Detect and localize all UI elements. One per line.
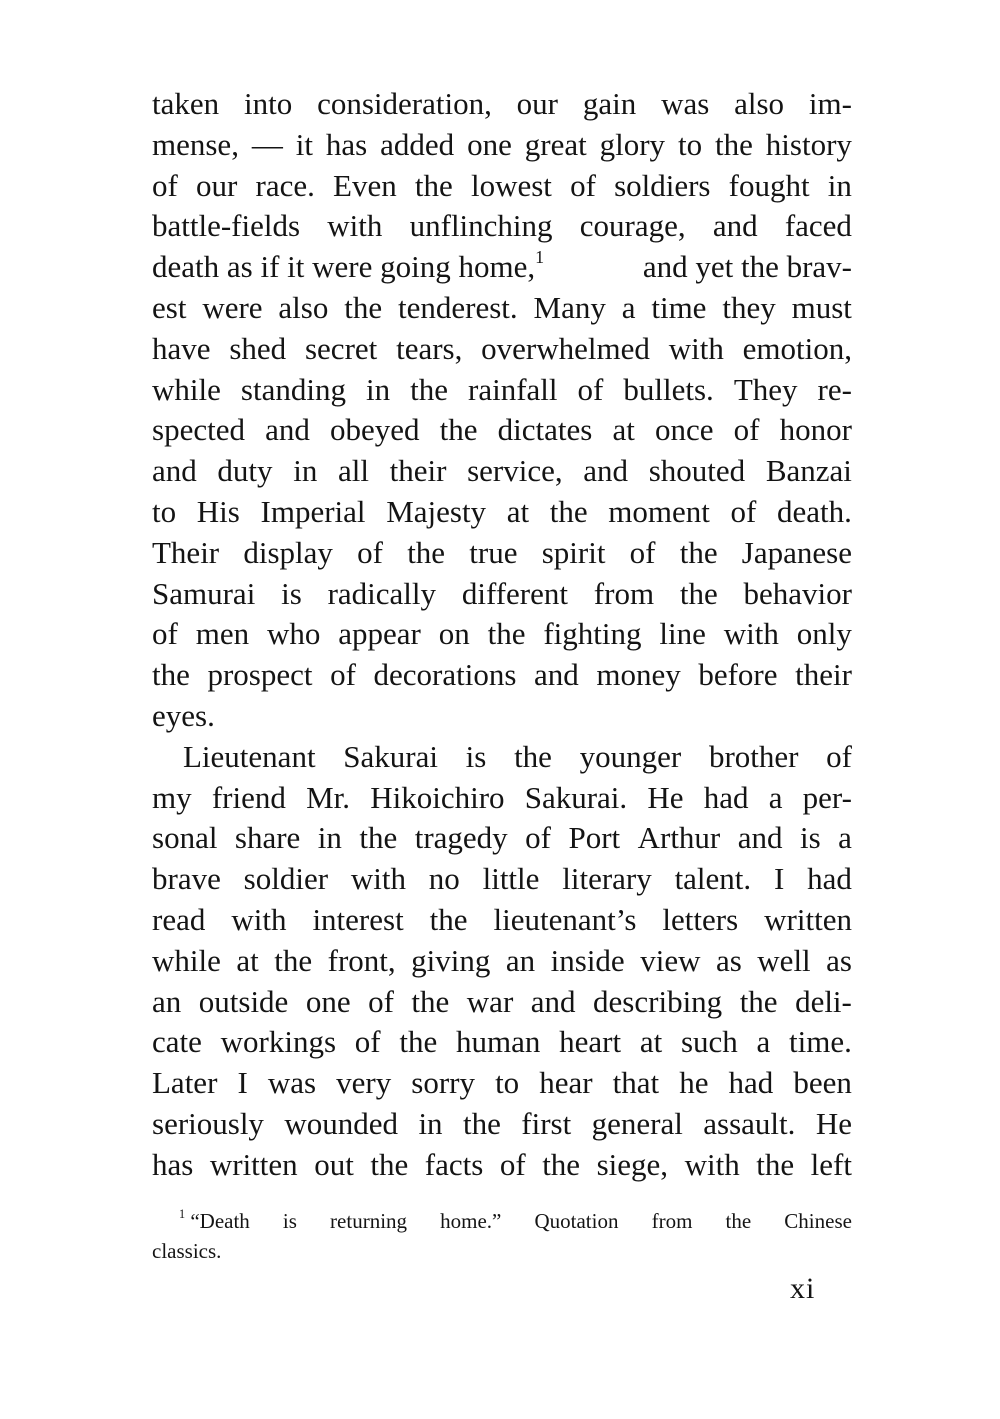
- word: behavior: [743, 575, 852, 611]
- word: must: [791, 289, 852, 325]
- word: of: [733, 412, 760, 448]
- word: while: [152, 371, 221, 407]
- word: who: [266, 616, 321, 652]
- word: to: [152, 493, 177, 529]
- word: assault.: [703, 1105, 796, 1141]
- word: Quotation: [534, 1209, 619, 1233]
- text-line: [152, 941, 852, 982]
- word: emotion,: [742, 330, 852, 366]
- word: the: [715, 126, 753, 162]
- word: been: [793, 1065, 852, 1101]
- word: of: [826, 738, 852, 774]
- word: death.: [777, 493, 852, 529]
- word: talent.: [674, 861, 752, 897]
- word: is: [282, 1209, 297, 1233]
- word: soldier: [243, 861, 329, 897]
- word: the: [429, 901, 468, 937]
- word: he: [679, 1065, 709, 1101]
- word: a: [756, 1024, 771, 1060]
- word: mense,: [152, 126, 239, 162]
- text-line: [152, 370, 852, 411]
- word: only: [796, 616, 852, 652]
- word: in: [827, 167, 852, 203]
- word: giving: [411, 942, 491, 978]
- word: Samurai: [152, 575, 256, 611]
- text-line: [152, 492, 852, 533]
- word: the: [399, 1024, 438, 1060]
- word: into: [243, 86, 293, 121]
- word: an: [152, 983, 182, 1019]
- word: courage,: [579, 208, 686, 244]
- word: taken: [152, 86, 220, 121]
- word: describing: [593, 983, 723, 1019]
- text-line: [152, 1104, 852, 1145]
- word: before: [698, 657, 778, 693]
- word: at: [612, 412, 635, 448]
- word: He: [647, 779, 684, 815]
- word: their: [389, 453, 447, 489]
- word: brother: [708, 738, 799, 774]
- footnote-reference: 1: [535, 247, 545, 268]
- word: while: [152, 942, 221, 978]
- word: and: [152, 453, 197, 489]
- word: very: [336, 1065, 392, 1101]
- word: at: [236, 942, 259, 978]
- word: the: [274, 942, 313, 978]
- word: and: [534, 657, 579, 693]
- word: different: [461, 575, 568, 611]
- word: glory: [599, 126, 666, 162]
- text-line: [152, 533, 852, 574]
- word: secret: [304, 330, 378, 366]
- word: Sakurai.: [524, 779, 628, 815]
- word: our: [516, 86, 558, 121]
- word: Port: [568, 820, 621, 856]
- word: in: [317, 820, 342, 856]
- word: letters: [662, 901, 739, 937]
- text-line: [152, 696, 852, 737]
- word: were: [202, 289, 263, 325]
- word: His: [196, 493, 240, 529]
- word: est: [152, 289, 187, 325]
- word: sorry: [411, 1065, 475, 1101]
- word: to: [495, 1065, 520, 1101]
- footnote-first-word: “Death: [190, 1209, 250, 1233]
- word: Arthur: [637, 820, 721, 856]
- word: from: [593, 575, 655, 611]
- word: also: [278, 289, 329, 325]
- word: had: [807, 861, 852, 897]
- text-line: [152, 451, 852, 492]
- word: spected: [152, 412, 245, 448]
- word: Mr.: [306, 779, 350, 815]
- text-line: [152, 410, 852, 451]
- word: seriously: [152, 1105, 264, 1141]
- word: —: [251, 126, 283, 162]
- word: interest: [312, 901, 404, 937]
- line-text: death as if it were going home,: [152, 249, 536, 285]
- word: re-: [817, 371, 852, 407]
- word: with: [668, 330, 724, 366]
- footnote-marker: 1: [179, 1207, 186, 1222]
- word: money: [596, 657, 681, 693]
- word: the: [359, 820, 398, 856]
- word: our: [196, 167, 238, 203]
- word: facts: [424, 1146, 484, 1182]
- word: returning: [330, 1209, 408, 1233]
- word: share: [234, 820, 301, 856]
- word: time.: [789, 1024, 852, 1060]
- word: first: [521, 1105, 572, 1141]
- word: Chinese: [784, 1209, 852, 1233]
- word: written: [764, 901, 852, 937]
- word: obeyed: [329, 412, 420, 448]
- word: out: [314, 1146, 354, 1182]
- footnote-line: [152, 1206, 852, 1236]
- word: wounded: [284, 1105, 399, 1141]
- word: have: [152, 330, 211, 366]
- word: the: [487, 616, 526, 652]
- word: radically: [327, 575, 437, 611]
- word: He: [815, 1105, 852, 1141]
- word: one: [305, 983, 351, 1019]
- word: the: [739, 983, 778, 1019]
- word: and: [712, 208, 758, 244]
- word: overwhelmed: [481, 330, 650, 366]
- word: general: [591, 1105, 683, 1141]
- word: Sakurai: [343, 738, 438, 774]
- word: of: [629, 534, 656, 570]
- word: Japanese: [741, 534, 852, 570]
- word: of: [330, 657, 356, 693]
- word: and: [265, 412, 310, 448]
- word: inside: [550, 942, 625, 978]
- word: history: [765, 126, 852, 162]
- text-line: [152, 206, 852, 247]
- word: home.”: [440, 1209, 502, 1233]
- word: has: [152, 1146, 194, 1182]
- word: race.: [255, 167, 315, 203]
- word: dictates: [497, 412, 593, 448]
- word: Their: [152, 534, 220, 570]
- word: lowest: [470, 167, 552, 203]
- word: in: [365, 371, 391, 407]
- word: at: [506, 493, 530, 529]
- word: their: [795, 657, 852, 693]
- word: of: [570, 167, 596, 203]
- text-line: [152, 574, 852, 615]
- word: the: [756, 1146, 795, 1182]
- text-line: [152, 818, 852, 859]
- word: with: [231, 901, 287, 937]
- word: of: [357, 534, 383, 570]
- word: and: [737, 820, 783, 856]
- word: little: [482, 861, 540, 897]
- word: with: [723, 616, 779, 652]
- text-line: [152, 329, 852, 370]
- word: I: [237, 1065, 248, 1101]
- word: great: [524, 126, 587, 162]
- word: display: [243, 534, 333, 570]
- word: human: [455, 1024, 541, 1060]
- word: Majesty: [386, 493, 487, 529]
- word: has: [325, 126, 368, 162]
- word: bullets.: [623, 371, 714, 407]
- word: an: [505, 942, 536, 978]
- text-line: [152, 1145, 852, 1186]
- word: shouted: [648, 453, 746, 489]
- word: sonal: [152, 820, 218, 856]
- word: had: [728, 1065, 774, 1101]
- word: as: [826, 942, 852, 978]
- word: from: [651, 1209, 693, 1233]
- word: the: [542, 1146, 581, 1182]
- word: in: [293, 453, 318, 489]
- word: that: [612, 1065, 660, 1101]
- word: Banzai: [765, 453, 852, 489]
- word: literary: [562, 861, 652, 897]
- word: gain: [582, 86, 637, 121]
- word: the: [152, 657, 190, 693]
- word: a: [768, 779, 783, 815]
- word: battle-fields: [152, 208, 301, 244]
- text-line: [152, 655, 852, 696]
- word: the: [407, 534, 446, 570]
- word: the: [439, 412, 478, 448]
- word: of: [730, 493, 757, 529]
- word: classics.: [152, 1239, 222, 1263]
- word: Even: [333, 167, 397, 203]
- word: per-: [802, 779, 852, 815]
- word: on: [438, 616, 470, 652]
- word: of: [354, 1024, 381, 1060]
- word: with: [327, 208, 383, 244]
- word: the: [679, 575, 718, 611]
- word: it: [295, 126, 313, 162]
- text-line: [152, 859, 852, 900]
- footnote: [152, 1206, 852, 1266]
- word: to: [677, 126, 703, 162]
- text-line: [152, 982, 852, 1023]
- word: written: [209, 1146, 298, 1182]
- word: left: [810, 1146, 852, 1182]
- word: spirit: [541, 534, 606, 570]
- text-line: [152, 288, 852, 329]
- text-line-with-footnote-ref: [152, 247, 852, 288]
- word: hear: [539, 1065, 593, 1101]
- word: consideration,: [317, 86, 492, 121]
- word: at: [639, 1024, 663, 1060]
- word: of: [368, 983, 394, 1019]
- word: Lieutenant: [183, 738, 316, 774]
- word: they: [722, 289, 776, 325]
- word: and: [583, 453, 629, 489]
- word: duty: [217, 453, 273, 489]
- word: deli-: [795, 983, 852, 1019]
- word: heart: [559, 1024, 622, 1060]
- word: read: [152, 901, 206, 937]
- word: shed: [229, 330, 287, 366]
- word: added: [380, 126, 455, 162]
- word: prospect: [207, 657, 313, 693]
- word: friend: [211, 779, 286, 815]
- text-line: [152, 900, 852, 941]
- text-line: [152, 778, 852, 819]
- word: Imperial: [260, 493, 366, 529]
- word: eyes.: [152, 697, 215, 733]
- word: brave: [152, 861, 221, 897]
- word: standing: [240, 371, 346, 407]
- word: siege,: [596, 1146, 669, 1182]
- word: rainfall: [468, 371, 558, 407]
- word: line: [659, 616, 706, 652]
- word: fought: [728, 167, 810, 203]
- word: the: [725, 1209, 752, 1233]
- word: lieutenant’s: [493, 901, 637, 937]
- word: the: [414, 167, 453, 203]
- word: workings: [220, 1024, 337, 1060]
- text-line: [152, 737, 852, 778]
- word: once: [654, 412, 714, 448]
- word: the: [549, 493, 588, 529]
- word: and: [530, 983, 576, 1019]
- word: cate: [152, 1024, 202, 1060]
- word: of: [499, 1146, 526, 1182]
- text-line-continuation: and yet the brav-: [642, 249, 852, 285]
- word: of: [577, 371, 604, 407]
- text-line: [152, 614, 852, 655]
- word: outside: [198, 983, 289, 1019]
- word: younger: [579, 738, 682, 774]
- word: was: [267, 1065, 317, 1101]
- word: of: [525, 820, 551, 856]
- word: in: [418, 1105, 443, 1141]
- word: no: [428, 861, 460, 897]
- word: unflinching: [409, 208, 553, 244]
- word: the: [462, 1105, 501, 1141]
- page-number: xi: [790, 1272, 816, 1305]
- word: the: [410, 371, 448, 407]
- text-line: [152, 125, 852, 166]
- word: well: [757, 942, 811, 978]
- word: time: [651, 289, 707, 325]
- word: war: [466, 983, 514, 1019]
- word: Later: [152, 1065, 218, 1101]
- text-line: [152, 1063, 852, 1104]
- word: with: [350, 861, 406, 897]
- word: men: [195, 616, 250, 652]
- word: is: [281, 575, 302, 611]
- word: appear: [338, 616, 421, 652]
- word: one: [467, 126, 512, 162]
- word: of: [152, 167, 178, 203]
- word: with: [684, 1146, 740, 1182]
- word: Hikoichiro: [370, 779, 505, 815]
- word: decorations: [373, 657, 517, 693]
- word: Many: [533, 289, 606, 325]
- word: such: [680, 1024, 738, 1060]
- word: also: [734, 86, 785, 121]
- word: They: [733, 371, 798, 407]
- word: had: [703, 779, 749, 815]
- word: view: [640, 942, 701, 978]
- word: the: [344, 289, 383, 325]
- word: the: [370, 1146, 409, 1182]
- word: the: [514, 738, 552, 774]
- word: of: [152, 616, 178, 652]
- word: is: [799, 820, 821, 856]
- word: a: [838, 820, 852, 856]
- word: moment: [608, 493, 710, 529]
- word: the: [411, 983, 450, 1019]
- word: was: [661, 86, 710, 121]
- word: faced: [784, 208, 852, 244]
- word: service,: [467, 453, 563, 489]
- word: fighting: [543, 616, 642, 652]
- footnote-line-start: [179, 1206, 250, 1236]
- word: the: [679, 534, 718, 570]
- word: tragedy: [414, 820, 508, 856]
- text-line: [152, 166, 852, 207]
- body-text: [152, 84, 852, 1186]
- text-line: [152, 1022, 852, 1063]
- word: front,: [327, 942, 396, 978]
- word: is: [465, 738, 487, 774]
- word: soldiers: [614, 167, 711, 203]
- word: I: [773, 861, 785, 897]
- word: all: [337, 453, 369, 489]
- word: tenderest.: [397, 289, 518, 325]
- word: a: [621, 289, 636, 325]
- text-line: [152, 84, 852, 125]
- word: im-: [808, 86, 852, 121]
- word: true: [469, 534, 518, 570]
- word: honor: [779, 412, 852, 448]
- word: as: [715, 942, 742, 978]
- word: tears,: [396, 330, 463, 366]
- footnote-line: [152, 1236, 852, 1266]
- word: my: [152, 779, 192, 815]
- text-line-start: [152, 247, 544, 288]
